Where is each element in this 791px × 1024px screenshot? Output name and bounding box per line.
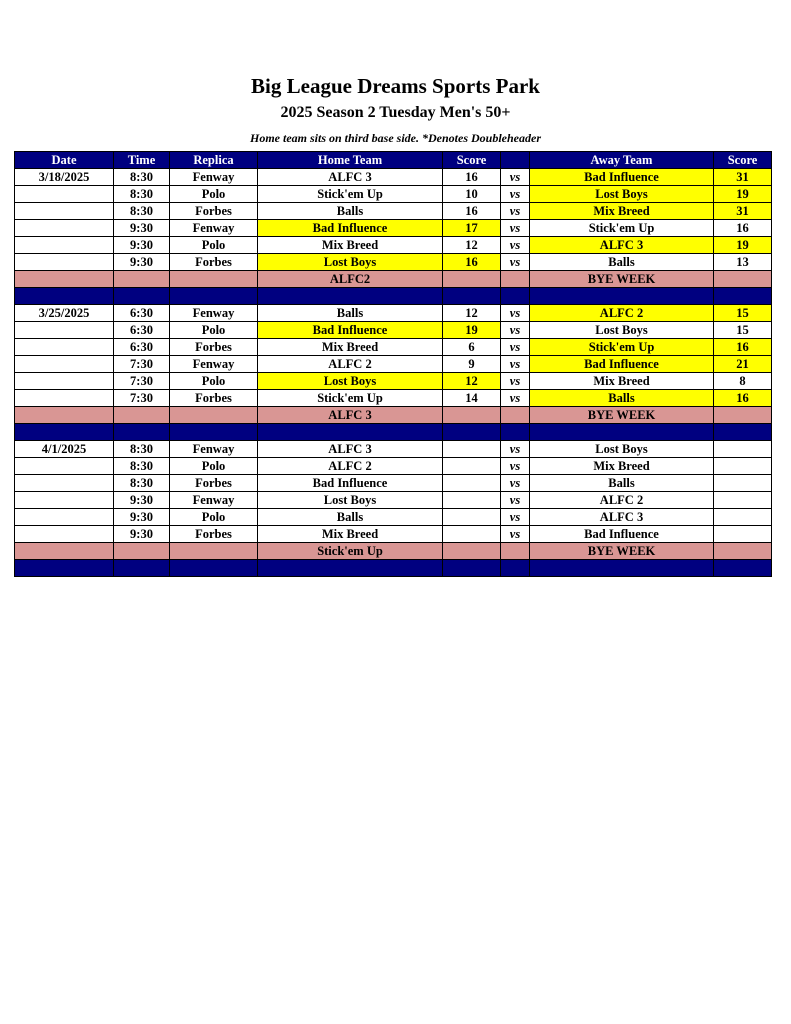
away-score-cell <box>714 492 772 509</box>
vs-cell: vs <box>501 526 530 543</box>
game-row <box>15 356 772 373</box>
away-score-cell: 19 <box>714 186 772 203</box>
spacer-row <box>15 424 772 441</box>
game-row <box>15 526 772 543</box>
time-cell: 8:30 <box>114 458 170 475</box>
time-cell: 9:30 <box>114 509 170 526</box>
date-cell <box>15 475 114 492</box>
away-team-cell: Bad Influence <box>530 169 714 186</box>
schedule-table <box>14 151 772 577</box>
away-team-cell: Balls <box>530 390 714 407</box>
vs-cell: vs <box>501 390 530 407</box>
time-cell: 8:30 <box>114 475 170 492</box>
spacer-row <box>15 560 772 577</box>
spacer-cell <box>170 560 258 577</box>
away-score-cell: 15 <box>714 322 772 339</box>
away-team-cell: Mix Breed <box>530 203 714 220</box>
date-cell: 3/25/2025 <box>15 305 114 322</box>
home-team-cell: Balls <box>258 305 443 322</box>
field-cell: Fenway <box>170 169 258 186</box>
game-row <box>15 475 772 492</box>
home-score-cell: 10 <box>443 186 501 203</box>
game-row <box>15 254 772 271</box>
game-row <box>15 373 772 390</box>
home-team-cell: ALFC 2 <box>258 356 443 373</box>
bye-row <box>15 271 772 288</box>
vs-cell: vs <box>501 237 530 254</box>
bye-vs-cell <box>501 543 530 560</box>
col-header-vs <box>501 152 530 169</box>
bye-field-cell <box>170 407 258 424</box>
away-score-cell <box>714 509 772 526</box>
away-score-cell <box>714 475 772 492</box>
bye-vs-cell <box>501 407 530 424</box>
home-team-cell: Stick'em Up <box>258 390 443 407</box>
bye-row <box>15 407 772 424</box>
away-score-cell: 15 <box>714 305 772 322</box>
spacer-cell <box>114 288 170 305</box>
away-score-cell: 16 <box>714 220 772 237</box>
home-score-cell: 16 <box>443 254 501 271</box>
home-score-cell <box>443 526 501 543</box>
date-cell <box>15 220 114 237</box>
game-row <box>15 390 772 407</box>
home-score-cell: 14 <box>443 390 501 407</box>
bye-away-score-cell <box>714 271 772 288</box>
away-team-cell: ALFC 2 <box>530 492 714 509</box>
field-cell: Fenway <box>170 441 258 458</box>
away-score-cell <box>714 458 772 475</box>
spacer-cell <box>15 288 114 305</box>
spacer-cell <box>530 288 714 305</box>
home-team-cell: ALFC 2 <box>258 458 443 475</box>
col-header-away-team: Away Team <box>530 152 714 169</box>
away-score-cell: 8 <box>714 373 772 390</box>
date-cell <box>15 356 114 373</box>
home-score-cell: 12 <box>443 237 501 254</box>
vs-cell: vs <box>501 322 530 339</box>
home-score-cell: 6 <box>443 339 501 356</box>
time-cell: 8:30 <box>114 169 170 186</box>
away-team-cell: Mix Breed <box>530 458 714 475</box>
home-team-cell: Bad Influence <box>258 322 443 339</box>
vs-cell: vs <box>501 458 530 475</box>
game-row <box>15 203 772 220</box>
field-cell: Polo <box>170 237 258 254</box>
vs-cell: vs <box>501 339 530 356</box>
game-row <box>15 322 772 339</box>
col-header-home-score: Score <box>443 152 501 169</box>
bye-label-cell: BYE WEEK <box>530 271 714 288</box>
bye-team-cell: Stick'em Up <box>258 543 443 560</box>
bye-score-cell <box>443 407 501 424</box>
vs-cell: vs <box>501 509 530 526</box>
away-team-cell: ALFC 2 <box>530 305 714 322</box>
col-header-time: Time <box>114 152 170 169</box>
home-team-cell: Lost Boys <box>258 373 443 390</box>
date-cell <box>15 526 114 543</box>
game-row <box>15 237 772 254</box>
spacer-cell <box>258 288 443 305</box>
vs-cell: vs <box>501 305 530 322</box>
field-cell: Forbes <box>170 203 258 220</box>
spacer-cell <box>114 424 170 441</box>
away-team-cell: Stick'em Up <box>530 220 714 237</box>
col-header-home-team: Home Team <box>258 152 443 169</box>
away-team-cell: Lost Boys <box>530 441 714 458</box>
spacer-cell <box>443 560 501 577</box>
time-cell: 6:30 <box>114 322 170 339</box>
spacer-cell <box>258 560 443 577</box>
game-row <box>15 441 772 458</box>
time-cell: 7:30 <box>114 390 170 407</box>
time-cell: 8:30 <box>114 186 170 203</box>
bye-away-score-cell <box>714 543 772 560</box>
game-row <box>15 339 772 356</box>
home-team-cell: Bad Influence <box>258 220 443 237</box>
vs-cell: vs <box>501 475 530 492</box>
date-cell: 3/18/2025 <box>15 169 114 186</box>
field-cell: Polo <box>170 186 258 203</box>
field-cell: Forbes <box>170 390 258 407</box>
away-score-cell: 16 <box>714 390 772 407</box>
away-score-cell: 21 <box>714 356 772 373</box>
field-cell: Polo <box>170 458 258 475</box>
bye-vs-cell <box>501 271 530 288</box>
time-cell: 9:30 <box>114 220 170 237</box>
vs-cell: vs <box>501 492 530 509</box>
away-score-cell <box>714 441 772 458</box>
field-cell: Forbes <box>170 254 258 271</box>
home-team-cell: Bad Influence <box>258 475 443 492</box>
away-team-cell: Bad Influence <box>530 526 714 543</box>
field-cell: Polo <box>170 322 258 339</box>
bye-field-cell <box>170 543 258 560</box>
spacer-cell <box>170 424 258 441</box>
away-score-cell: 31 <box>714 203 772 220</box>
home-score-cell: 9 <box>443 356 501 373</box>
field-cell: Polo <box>170 373 258 390</box>
spacer-cell <box>714 560 772 577</box>
away-team-cell: Mix Breed <box>530 373 714 390</box>
date-cell <box>15 492 114 509</box>
game-row <box>15 492 772 509</box>
away-team-cell: Balls <box>530 475 714 492</box>
away-team-cell: ALFC 3 <box>530 237 714 254</box>
home-score-cell: 19 <box>443 322 501 339</box>
bye-label-cell: BYE WEEK <box>530 407 714 424</box>
time-cell: 6:30 <box>114 339 170 356</box>
spacer-cell <box>15 424 114 441</box>
date-cell <box>15 203 114 220</box>
home-score-cell <box>443 441 501 458</box>
away-team-cell: Lost Boys <box>530 322 714 339</box>
field-cell: Forbes <box>170 526 258 543</box>
bye-field-cell <box>170 271 258 288</box>
bye-date-cell <box>15 407 114 424</box>
field-cell: Polo <box>170 509 258 526</box>
time-cell: 9:30 <box>114 254 170 271</box>
spacer-cell <box>501 560 530 577</box>
spacer-cell <box>714 288 772 305</box>
field-cell: Fenway <box>170 305 258 322</box>
home-team-cell: ALFC 3 <box>258 169 443 186</box>
home-score-cell <box>443 458 501 475</box>
bye-date-cell <box>15 271 114 288</box>
away-score-cell: 16 <box>714 339 772 356</box>
home-score-cell <box>443 509 501 526</box>
time-cell: 6:30 <box>114 305 170 322</box>
away-team-cell: ALFC 3 <box>530 509 714 526</box>
home-score-cell <box>443 475 501 492</box>
spacer-cell <box>501 288 530 305</box>
bye-score-cell <box>443 543 501 560</box>
home-team-cell: Mix Breed <box>258 339 443 356</box>
spacer-cell <box>443 288 501 305</box>
date-cell <box>15 322 114 339</box>
home-score-cell: 17 <box>443 220 501 237</box>
page-subtitle: 2025 Season 2 Tuesday Men's 50+ <box>280 104 511 121</box>
date-cell <box>15 458 114 475</box>
away-score-cell: 31 <box>714 169 772 186</box>
away-team-cell: Lost Boys <box>530 186 714 203</box>
time-cell: 7:30 <box>114 356 170 373</box>
bye-date-cell <box>15 543 114 560</box>
header-row <box>15 152 772 169</box>
game-row <box>15 220 772 237</box>
spacer-row <box>15 288 772 305</box>
time-cell: 9:30 <box>114 237 170 254</box>
vs-cell: vs <box>501 254 530 271</box>
vs-cell: vs <box>501 169 530 186</box>
away-team-cell: Balls <box>530 254 714 271</box>
spacer-cell <box>530 560 714 577</box>
game-row <box>15 169 772 186</box>
date-cell <box>15 339 114 356</box>
vs-cell: vs <box>501 203 530 220</box>
game-row <box>15 458 772 475</box>
home-team-cell: ALFC 3 <box>258 441 443 458</box>
home-team-cell: Lost Boys <box>258 492 443 509</box>
home-team-cell: Mix Breed <box>258 237 443 254</box>
spacer-cell <box>258 424 443 441</box>
time-cell: 8:30 <box>114 441 170 458</box>
spacer-cell <box>714 424 772 441</box>
date-cell <box>15 254 114 271</box>
schedule-body <box>15 169 772 577</box>
vs-cell: vs <box>501 220 530 237</box>
home-score-cell: 16 <box>443 203 501 220</box>
vs-cell: vs <box>501 356 530 373</box>
spacer-cell <box>15 560 114 577</box>
bye-score-cell <box>443 271 501 288</box>
home-team-cell: Mix Breed <box>258 526 443 543</box>
away-score-cell: 13 <box>714 254 772 271</box>
date-cell <box>15 509 114 526</box>
col-header-replica: Replica <box>170 152 258 169</box>
date-cell <box>15 237 114 254</box>
date-cell <box>15 186 114 203</box>
away-team-cell: Bad Influence <box>530 356 714 373</box>
home-team-cell: Lost Boys <box>258 254 443 271</box>
vs-cell: vs <box>501 373 530 390</box>
away-score-cell <box>714 526 772 543</box>
home-score-cell: 16 <box>443 169 501 186</box>
field-cell: Fenway <box>170 356 258 373</box>
bye-away-score-cell <box>714 407 772 424</box>
bye-time-cell <box>114 543 170 560</box>
away-team-cell: Stick'em Up <box>530 339 714 356</box>
page-title: Big League Dreams Sports Park <box>251 74 540 98</box>
home-team-cell: Stick'em Up <box>258 186 443 203</box>
time-cell: 8:30 <box>114 203 170 220</box>
field-cell: Fenway <box>170 220 258 237</box>
bye-label-cell: BYE WEEK <box>530 543 714 560</box>
date-cell: 4/1/2025 <box>15 441 114 458</box>
bye-time-cell <box>114 271 170 288</box>
game-row <box>15 186 772 203</box>
spacer-cell <box>501 424 530 441</box>
vs-cell: vs <box>501 441 530 458</box>
away-score-cell: 19 <box>714 237 772 254</box>
home-team-cell: Balls <box>258 203 443 220</box>
col-header-away-score: Score <box>714 152 772 169</box>
time-cell: 9:30 <box>114 492 170 509</box>
date-cell <box>15 390 114 407</box>
bye-time-cell <box>114 407 170 424</box>
vs-cell: vs <box>501 186 530 203</box>
home-score-cell <box>443 492 501 509</box>
spacer-cell <box>114 560 170 577</box>
game-row <box>15 509 772 526</box>
bye-team-cell: ALFC 3 <box>258 407 443 424</box>
bye-row <box>15 543 772 560</box>
time-cell: 7:30 <box>114 373 170 390</box>
field-cell: Fenway <box>170 492 258 509</box>
spacer-cell <box>530 424 714 441</box>
spacer-cell <box>170 288 258 305</box>
schedule-note: Home team sits on third base side. *Denotes Doubleheader <box>250 131 541 145</box>
game-row <box>15 305 772 322</box>
home-team-cell: Balls <box>258 509 443 526</box>
field-cell: Forbes <box>170 475 258 492</box>
col-header-date: Date <box>15 152 114 169</box>
date-cell <box>15 373 114 390</box>
home-score-cell: 12 <box>443 305 501 322</box>
bye-team-cell: ALFC2 <box>258 271 443 288</box>
home-score-cell: 12 <box>443 373 501 390</box>
field-cell: Forbes <box>170 339 258 356</box>
time-cell: 9:30 <box>114 526 170 543</box>
spacer-cell <box>443 424 501 441</box>
